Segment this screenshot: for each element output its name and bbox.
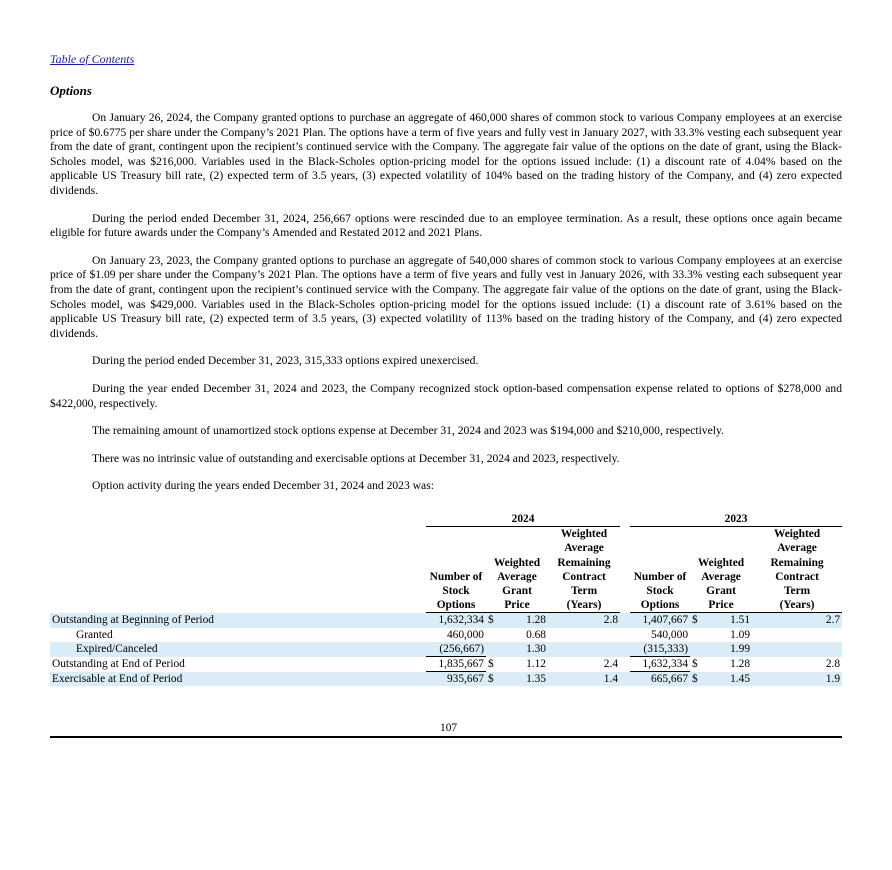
year-2023-header: 2023 bbox=[630, 512, 842, 527]
cell-options-2024: 460,000 bbox=[446, 628, 484, 641]
section-heading: Options bbox=[50, 83, 92, 98]
cell-currency-2023 bbox=[690, 642, 702, 657]
table-row-expired-canceled bbox=[50, 642, 842, 657]
cell-price-2023: 1.51 bbox=[702, 613, 752, 628]
cell-price-2023: 1.28 bbox=[730, 658, 751, 671]
cell-options-2024: 1,632,334 bbox=[426, 613, 486, 628]
cell-term-2024 bbox=[548, 628, 620, 642]
table-row-outstanding-end bbox=[50, 657, 842, 672]
cell-term-2023: 2.8 bbox=[825, 658, 841, 671]
table-of-contents-link[interactable]: Table of Contents bbox=[50, 52, 135, 66]
footer-divider bbox=[50, 736, 842, 738]
paragraph-option-activity-intro: Option activity during the years ended December 31, 2024 and 2023 was: bbox=[92, 479, 434, 493]
cell-currency-2024: $ bbox=[486, 613, 498, 628]
cell-options-2023: 665,667 bbox=[630, 672, 690, 687]
cell-currency-2023: $ bbox=[690, 672, 702, 687]
cell-options-2024: 935,667 bbox=[426, 672, 486, 687]
cell-options-2023: 540,000 bbox=[651, 628, 689, 641]
cell-term-2023 bbox=[752, 628, 842, 642]
table-row-exercisable-end bbox=[50, 672, 842, 687]
cell-price-2024: 1.35 bbox=[498, 672, 548, 687]
paragraph-jan-2023-grant: On January 23, 2023, the Company granted options to purchase an aggregate of 540,000 shares of common stock to various Company employees at an exercise price of $1.09 per share under the Company’s 2021 Plan. The options have a term of five years and fully vest in January 2026, with 33.3% vesting each subsequent year from the date of grant, contingent upon the recipient’s continued service with the Company. The aggregate fair value of the options on the date of grant, using the Black-Scholes model, was $429,000. Variables used in the Black-Scholes option-pricing model for the options issued include: (1) a discount rate of 3.61% based on the applicable US Treasury bill rate, (2) expected term of 3.5 years, (3) expected volatility of 113% based on the trading history of the Company, and (4) zero expected dividends. bbox=[50, 253, 842, 340]
header-number-of-options-2024: Number of Stock Options bbox=[426, 527, 486, 613]
cell-options-2023: (315,333) bbox=[630, 642, 690, 657]
cell-term-2024 bbox=[548, 642, 620, 657]
paragraph-jan-2024-grant: On January 26, 2024, the Company granted options to purchase an aggregate of 460,000 shares of common stock to various Company employees at an exercise price of $0.6775 per share under the Company’s 2021 Plan. The options have a term of five years and fully vest in January 2027, with 33.3% vesting each subsequent year from the date of grant, contingent upon the recipient’s continued service with the Company. The aggregate fair value of the options on the date of grant, using the Black-Scholes model, was $216,000. Variables used in the Black-Scholes option-pricing model for the options issued include: (1) a discount rate of 4.04% based on the applicable US Treasury bill rate, (2) expected term of 3.5 years, (3) expected volatility of 104% based on the trading history of the Company, and (4) zero expected dividends. bbox=[50, 111, 842, 197]
cell-options-2024: (256,667) bbox=[426, 642, 486, 657]
cell-price-2024: 1.12 bbox=[526, 658, 546, 671]
cell-options-2023: 1,632,334 bbox=[630, 657, 690, 672]
cell-price-2023: 1.99 bbox=[702, 642, 752, 657]
row-label: Exercisable at End of Period bbox=[50, 672, 426, 687]
cell-term-2023 bbox=[752, 642, 842, 657]
page-number: 107 bbox=[440, 722, 458, 734]
document-page bbox=[50, 50, 842, 734]
table-row-outstanding-beginning bbox=[50, 613, 842, 628]
cell-price-2024: 1.28 bbox=[498, 613, 548, 628]
cell-price-2024: 0.68 bbox=[526, 628, 546, 641]
header-grant-price-2024: Weighted Average Grant Price bbox=[486, 527, 548, 613]
row-label: Outstanding at Beginning of Period bbox=[50, 613, 426, 628]
cell-term-2024: 2.8 bbox=[548, 613, 620, 628]
cell-price-2023: 1.09 bbox=[730, 628, 751, 641]
row-label: Expired/Canceled bbox=[50, 642, 426, 657]
cell-currency-2024 bbox=[486, 628, 498, 642]
year-header-row bbox=[50, 512, 842, 527]
row-label: Granted bbox=[76, 628, 113, 641]
paragraph-compensation-expense: During the year ended December 31, 2024 and 2023, the Company recognized stock option-based compensation expense related to options of $278,000 and $422,000, respectively. bbox=[50, 381, 842, 410]
cell-currency-2024 bbox=[486, 642, 498, 657]
cell-term-2024: 1.4 bbox=[548, 672, 620, 687]
cell-price-2024: 1.30 bbox=[498, 642, 548, 657]
cell-currency-2024: $ bbox=[486, 672, 498, 687]
cell-currency-2023: $ bbox=[690, 613, 702, 628]
cell-options-2023: 1,407,667 bbox=[630, 613, 690, 628]
header-remaining-term-2023: Weighted Average Remaining Contract Term (Years) bbox=[752, 527, 842, 613]
column-header-row bbox=[50, 527, 842, 613]
paragraph-2024-rescinded: During the period ended December 31, 2024, 256,667 options were rescinded due to an employee termination. As a result, these options once again became eligible for future awards under the Company’s Amended and Restated 2012 and 2021 Plans. bbox=[50, 211, 842, 240]
cell-price-2023: 1.45 bbox=[702, 672, 752, 687]
cell-currency-2023 bbox=[690, 628, 702, 642]
header-number-of-options-2023: Number of Stock Options bbox=[630, 527, 690, 613]
paragraph-intrinsic-value: There was no intrinsic value of outstanding and exercisable options at December 31, 2024 and 2023, respectively. bbox=[92, 451, 620, 465]
cell-term-2024: 2.4 bbox=[603, 658, 619, 671]
cell-options-2024: 1,835,667 bbox=[426, 657, 486, 672]
cell-term-2023: 2.7 bbox=[752, 613, 842, 628]
option-activity-table bbox=[50, 512, 842, 686]
cell-currency-2023: $ bbox=[692, 658, 698, 671]
cell-currency-2024: $ bbox=[488, 658, 494, 671]
paragraph-unamortized-expense: The remaining amount of unamortized stock options expense at December 31, 2024 and 2023 was $194,000 and $210,000, respectively. bbox=[92, 424, 724, 438]
table-row-granted bbox=[50, 628, 842, 642]
year-2024-header: 2024 bbox=[426, 512, 620, 527]
cell-term-2023: 1.9 bbox=[752, 672, 842, 687]
paragraph-2023-expired: During the period ended December 31, 2023, 315,333 options expired unexercised. bbox=[92, 354, 479, 368]
header-remaining-term-2024: Weighted Average Remaining Contract Term (Years) bbox=[548, 527, 620, 613]
header-grant-price-2023: Weighted Average Grant Price bbox=[690, 527, 752, 613]
row-label: Outstanding at End of Period bbox=[52, 658, 185, 671]
